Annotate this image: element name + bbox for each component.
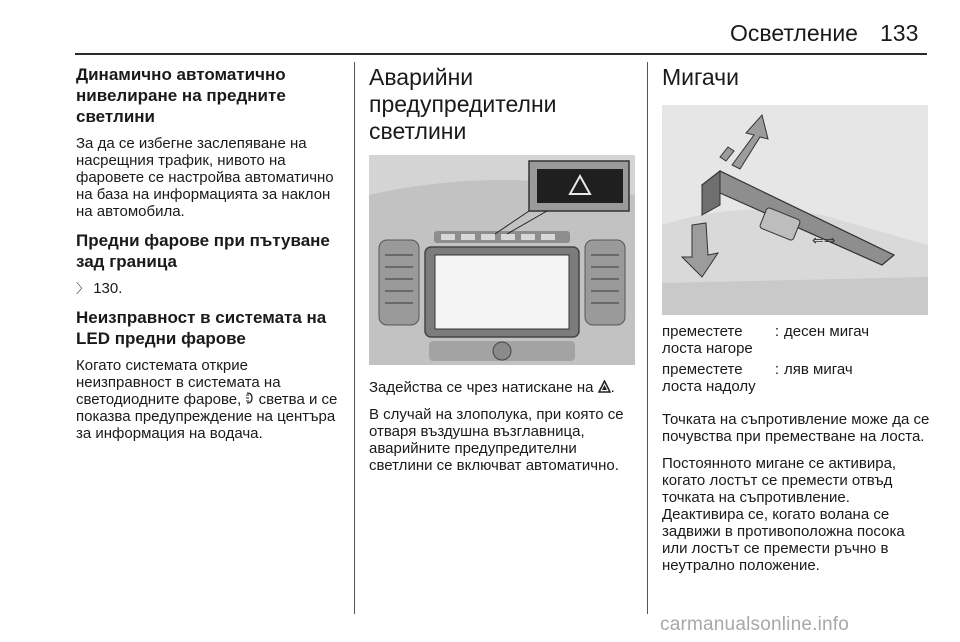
turn-signal-lever-illustration [662, 105, 928, 315]
definition-row [662, 361, 869, 399]
continuous-blink-text: Постоянното мигане се активира, когато лостът се премести отвъд точката на съпротивление. Деактивира се, когато волана се задвижи в противоположна посока или лостът се премести ръчно в неутрално положение. [662, 455, 905, 574]
definition-desc: ляв мигач [784, 361, 853, 378]
section-title-led-fault: Неизправност в системата на LED предни фарове [76, 308, 327, 348]
headlamp-fault-icon [245, 392, 254, 405]
page-number: 133 [880, 20, 919, 46]
turn-signal-definitions [662, 323, 869, 399]
definition-desc: десен мигач [784, 323, 870, 340]
hazard-section-title: Аварийни предупредителни светлини [369, 64, 557, 144]
leveling-text: За да се избегне заслепяване на насрещния трафик, нивото на фаровете се настройва автоматично на база на информацията за наклон на автомобила. [76, 135, 334, 220]
reference-arrow-icon: 〉 [76, 281, 90, 296]
led-fault-text-a: Когато системата открие неизправност в системата на светодиодните фарове, [76, 357, 281, 408]
definition-row [662, 323, 869, 361]
definition-term: преместете лоста нагоре [662, 323, 753, 357]
abroad-reference[interactable] [76, 280, 342, 297]
turn-signal-title: Мигачи [662, 64, 740, 90]
definition-colon: : [774, 323, 780, 340]
watermark: carmanualsonline.info [660, 614, 850, 635]
led-fault-text-b: светва и се показва предупреждение на центъра за информация на водача. [76, 391, 338, 442]
definition-colon: : [774, 361, 780, 378]
hazard-airbag-text: В случай на злополука, при която се отваря въздушна възглавница, аварийните предупредителни светлини се включват автоматично. [369, 406, 624, 474]
column-3 [662, 64, 932, 584]
definition-term: преместете лоста надолу [662, 361, 756, 395]
column-1 [76, 64, 342, 452]
hazard-triangle-icon [598, 380, 611, 393]
page-title: Осветление [730, 20, 858, 46]
section-title-abroad: Предни фарове при пътуване зад граница [76, 231, 330, 271]
header-rule [75, 53, 927, 55]
column-divider-2 [647, 62, 648, 614]
hazard-caption: Задейства се чрез натискане на . [369, 379, 615, 396]
hazard-dashboard-illustration [369, 155, 635, 365]
section-title-leveling: Динамично автоматично нивелиране на предните светлини [76, 65, 286, 126]
page-header [0, 0, 960, 56]
abroad-reference-page: 130. [93, 280, 123, 297]
led-fault-text [76, 357, 342, 442]
svg-text:⇐⇒: ⇐⇒ [812, 233, 836, 249]
column-divider-1 [354, 62, 355, 614]
resistance-text: Точката на съпротивление може да се почувства при преместване на лоста. [662, 411, 930, 445]
hazard-caption-text: Задейства се чрез натискане на [369, 379, 594, 396]
column-2 [369, 64, 635, 484]
